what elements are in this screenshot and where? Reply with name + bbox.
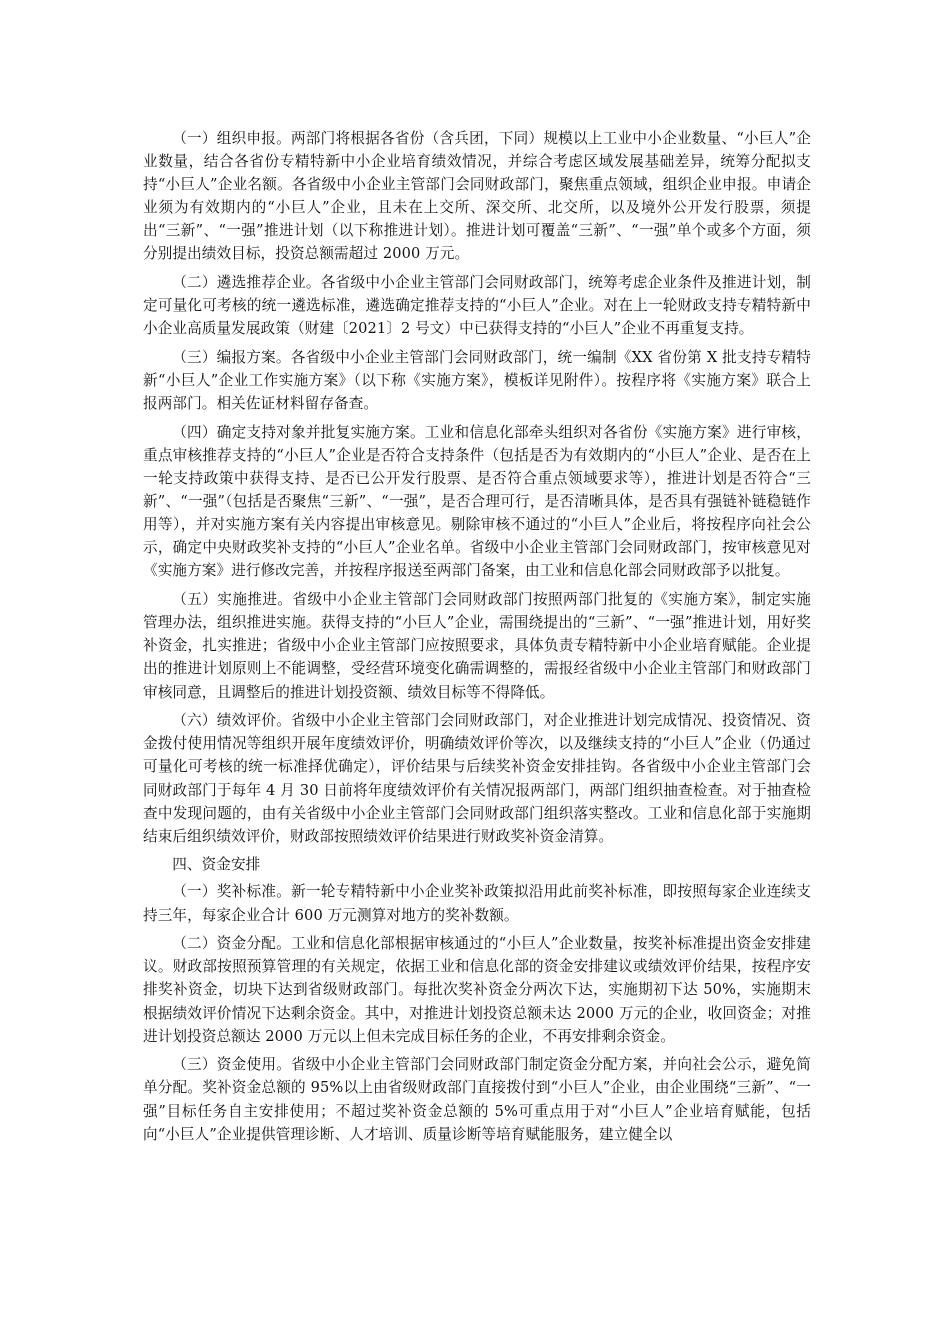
paragraph-select-recommend: （二）遴选推荐企业。各省级中小企业主管部门会同财政部门，统筹考虑企业条件及推进计划，制定可量化可考核的统一遴选标准，遴选确定推荐支持的“小巨人”企业。对在上一轮财政支持专精特新中小企业高质量发展政策（财建〔2021〕2 号文）中已获得支持的“小巨人”企业不再重复支持。 (143, 274, 811, 338)
paragraph-implementation: （五）实施推进。省级中小企业主管部门会同财政部门按照两部门批复的《实施方案》，制定实施管理办法，组织推进实施。获得支持的“小巨人”企业，需围绕提出的“三新”、“一强”推进计划，用好奖补资金，扎实推进；省级中小企业主管部门应按照要求，具体负责专精特新中小企业培育赋能。企业提出的推进计划原则上不能调整，受经营环境变化确需调整的，需报经省级中小企业主管部门和财政部门审核同意，且调整后的推进计划投资额、绩效目标等不得降低。 (143, 591, 811, 701)
paragraph-organize-application: （一）组织申报。两部门将根据各省份（含兵团，下同）规模以上工业中小企业数量、“小巨人”企业数量，结合各省份专精特新中小企业培育绩效情况，并综合考虑区域发展基础差异，统筹分配拟支持“小巨人”企业名额。各省级中小企业主管部门会同财政部门，聚焦重点领域，组织企业申报。申请企业须为有效期内的“小巨人”企业，且未在上交所、深交所、北交所，以及境外公开发行股票，须提出“三新”、“一强”推进计划（以下称推进计划）。推进计划可覆盖“三新”、“一强”单个或多个方面，须分别提出绩效目标，投资总额需超过 2000 万元。 (143, 130, 811, 263)
paragraph-confirm-approve: （四）确定支持对象并批复实施方案。工业和信息化部牵头组织对各省份《实施方案》进行审核，重点审核推荐支持的“小巨人”企业是否符合支持条件（包括是否为有效期内的“小巨人”企业、是否在上一轮支持政策中获得支持、是否已公开发行股票、是否符合重点领域要求等），推进计划是否符合“三新”、“一强”（包括是否聚焦“三新”、“一强”，是否合理可行，是否清晰具体，是否具有强链补链稳链作用等），并对实施方案有关内容提出审核意见。剔除审核不通过的“小巨人”企业后，将按程序向社会公示，确定中央财政奖补支持的“小巨人”企业名单。省级中小企业主管部门会同财政部门，按审核意见对《实施方案》进行修改完善，并按程序报送至两部门备案，由工业和信息化部会同财政部予以批复。 (143, 423, 811, 580)
paragraph-fund-allocation: （二）资金分配。工业和信息化部根据审核通过的“小巨人”企业数量，按奖补标准提出资金安排建议。财政部按照预算管理的有关规定，依据工业和信息化部的资金安排建议或绩效评价结果，按程序安排奖补资金，切块下达到省级财政部门。每批次奖补资金分两次下达，实施期初下达 50%，实施期末根据绩效评价情况下达剩余资金。其中，对推进计划投资总额未达 2000 万元的企业，收回资金；对推进计划投资总额达 2000 万元以上但未完成目标任务的企业，不再安排剩余资金。 (143, 935, 811, 1045)
document-body (143, 127, 811, 1151)
paragraph-performance-evaluation: （六）绩效评价。省级中小企业主管部门会同财政部门，对企业推进计划完成情况、投资情况、资金拨付使用情况等组织开展年度绩效评价，明确绩效评价等次，以及继续支持的“小巨人”企业（仍通过可量化可考核的统一标准择优确定），评价结果与后续奖补资金安排挂钩。各省级中小企业主管部门会同财政部门于每年 4 月 30 日前将年度绩效评价有关情况报两部门，两部门组织抽查检查。对于抽查检查中发现问题的，由有关省级中小企业主管部门会同财政部门组织落实整改。工业和信息化部于实施期结束后组织绩效评价，财政部按照绩效评价结果进行财政奖补资金清算。 (143, 712, 811, 845)
paragraph-subsidy-standard: （一）奖补标准。新一轮专精特新中小企业奖补政策拟沿用此前奖补标准，即按照每家企业连续支持三年，每家企业合计 600 万元测算对地方的奖补数额。 (143, 883, 811, 924)
section-heading-funding: 四、资金安排 (172, 856, 261, 874)
paragraph-compile-plan: （三）编报方案。各省级中小企业主管部门会同财政部门，统一编制《XX 省份第 X 批支持专精特新“小巨人”企业工作实施方案》（以下称《实施方案》，模板详见附件）。按程序将《实施方案》联合上报两部门。相关佐证材料留存备查。 (143, 349, 811, 413)
paragraph-fund-usage: （三）资金使用。省级中小企业主管部门会同财政部门制定资金分配方案，并向社会公示，避免简单分配。奖补资金总额的 95%以上由省级财政部门直接拨付到“小巨人”企业，由企业围绕“三新”、“一强”目标任务自主安排使用；不超过奖补资金总额的 5%可重点用于对“小巨人”企业培育赋能，包括向“小巨人”企业提供管理诊断、人才培训、质量诊断等培育赋能服务，建立健全以 (143, 1056, 811, 1143)
